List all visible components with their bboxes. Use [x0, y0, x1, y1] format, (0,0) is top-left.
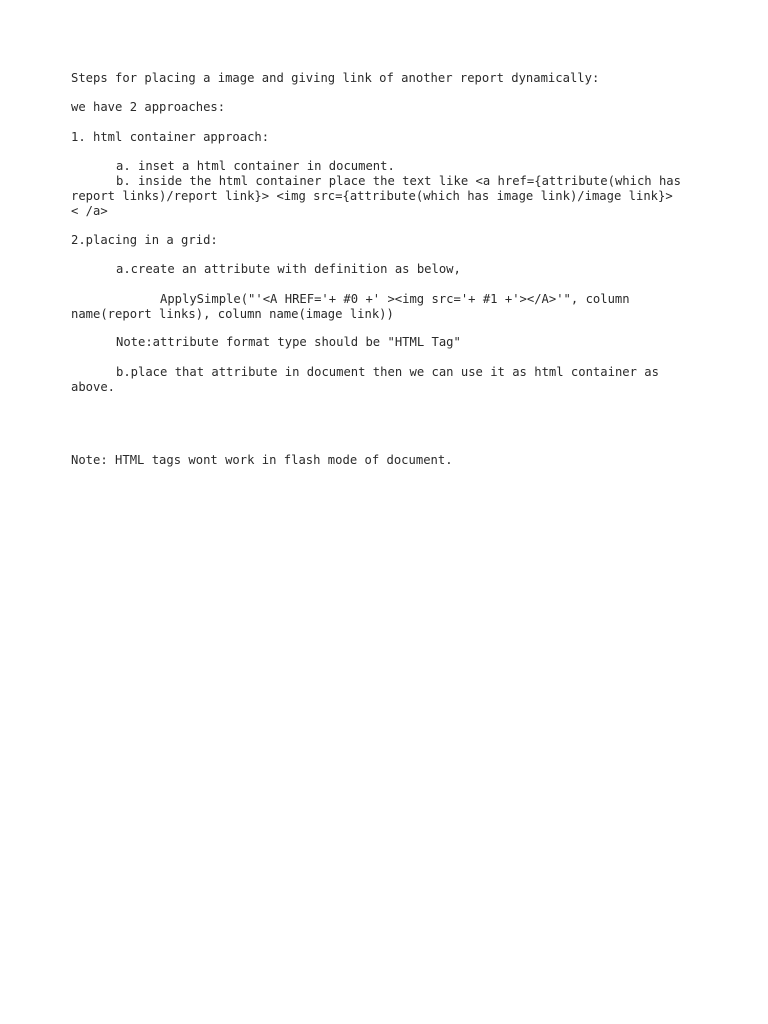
document-heading: Steps for placing a image and giving link of another report dynamically:	[71, 71, 600, 85]
approach1-step-b-line2: report links)/report link}> <img src={attribute(which has image link)/image link}>	[71, 189, 673, 203]
approach2-note: Note:attribute format type should be "HTML Tag"	[116, 335, 461, 349]
approach1-step-b-line3: < /a>	[71, 204, 108, 218]
approach1-step-a: a. inset a html container in document.	[116, 159, 395, 173]
approach2-code-line2: name(report links), column name(image link))	[71, 307, 394, 321]
final-note: Note: HTML tags wont work in flash mode of document.	[71, 453, 453, 467]
approach1-title: 1. html container approach:	[71, 130, 270, 144]
approach2-step-b-line2: above.	[71, 380, 116, 394]
intro-text: we have 2 approaches:	[71, 100, 226, 114]
approach1-step-b-line1: b. inside the html container place the text like <a href={attribute(which has	[116, 174, 681, 188]
approach2-code-line1: ApplySimple("'<A HREF='+ #0 +' ><img src='+ #1 +'></A>'", column	[160, 292, 630, 306]
approach2-title: 2.placing in a grid:	[71, 233, 218, 247]
approach2-step-a: a.create an attribute with definition as below,	[116, 262, 461, 276]
approach2-step-b-line1: b.place that attribute in document then we can use it as html container as	[116, 365, 659, 379]
